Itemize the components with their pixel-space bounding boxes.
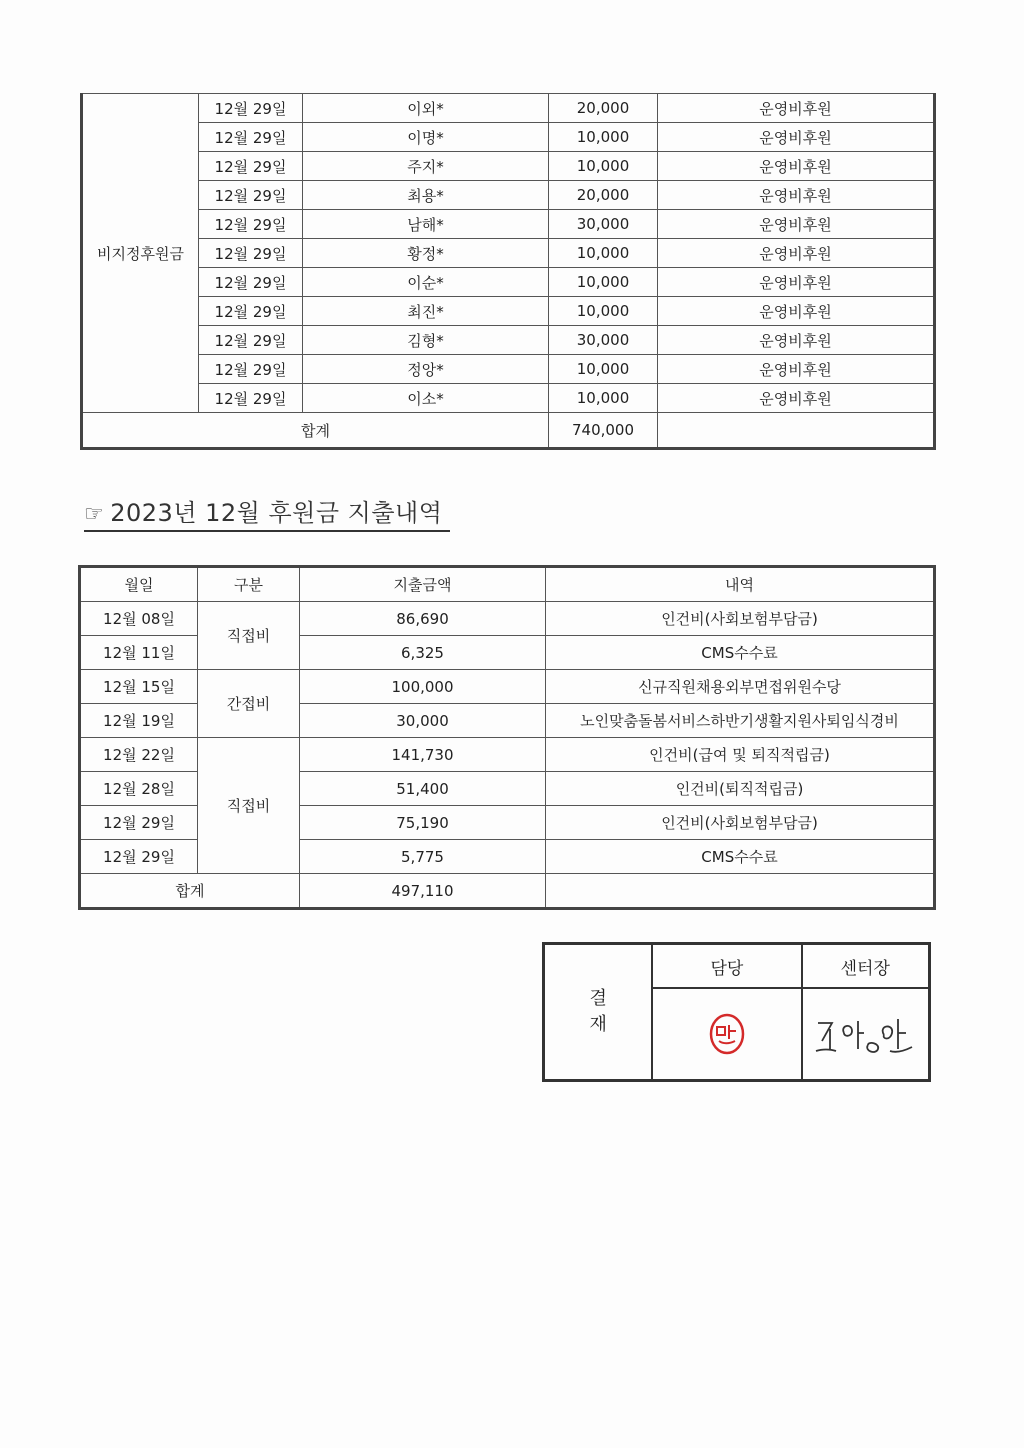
donation-amount: 10,000 [549, 384, 658, 413]
donation-date: 12월 29일 [199, 152, 303, 181]
donor-name: 이순* [303, 268, 549, 297]
expenditure-table [78, 565, 936, 910]
role-staff: 담당 [652, 944, 801, 989]
pointing-hand-icon: ☞ [84, 502, 105, 527]
header-category: 구분 [198, 567, 300, 602]
expenditure-row [80, 670, 935, 704]
donation-purpose: 운영비후원 [658, 239, 935, 268]
donation-row [82, 384, 935, 413]
section-heading-text: 2023년 12월 후원금 지출내역 [110, 499, 443, 527]
donation-row [82, 94, 935, 123]
donor-name: 정앙* [303, 355, 549, 384]
expenditure-amount: 6,325 [300, 636, 546, 670]
expenditure-amount: 86,690 [300, 602, 546, 636]
director-signature-cell [802, 988, 930, 1081]
expenditure-date: 12월 11일 [80, 636, 198, 670]
expenditure-table-body [80, 602, 935, 909]
donor-name: 최용* [303, 181, 549, 210]
expenditure-detail: 인건비(사회보험부담금) [546, 806, 935, 840]
donation-date: 12월 29일 [199, 384, 303, 413]
expenditure-date: 12월 19일 [80, 704, 198, 738]
donation-date: 12월 29일 [199, 181, 303, 210]
donation-amount: 20,000 [549, 94, 658, 123]
donation-purpose: 운영비후원 [658, 297, 935, 326]
header-detail: 내역 [546, 567, 935, 602]
donation-amount: 30,000 [549, 210, 658, 239]
donor-name: 이소* [303, 384, 549, 413]
expenditure-amount: 100,000 [300, 670, 546, 704]
donation-purpose: 운영비후원 [658, 94, 935, 123]
donation-purpose: 운영비후원 [658, 181, 935, 210]
donation-amount: 30,000 [549, 326, 658, 355]
expenditure-total-row [80, 874, 935, 909]
donor-name: 이외* [303, 94, 549, 123]
expenditure-detail: CMS수수료 [546, 636, 935, 670]
expenditure-header-row [80, 567, 935, 602]
donation-amount: 10,000 [549, 152, 658, 181]
expenditure-date: 12월 28일 [80, 772, 198, 806]
staff-stamp-cell [652, 988, 801, 1081]
donation-date: 12월 29일 [199, 210, 303, 239]
expenditure-category: 직접비 [198, 738, 300, 874]
donation-amount: 10,000 [549, 268, 658, 297]
donation-purpose: 운영비후원 [658, 152, 935, 181]
expenditure-total-blank [546, 874, 935, 909]
donation-amount: 10,000 [549, 239, 658, 268]
donation-date: 12월 29일 [199, 239, 303, 268]
donor-name: 최진* [303, 297, 549, 326]
donation-date: 12월 29일 [199, 268, 303, 297]
expenditure-date: 12월 29일 [80, 840, 198, 874]
donation-amount: 10,000 [549, 355, 658, 384]
section-heading [84, 493, 450, 532]
donation-purpose: 운영비후원 [658, 355, 935, 384]
expenditure-total-amount: 497,110 [300, 874, 546, 909]
donation-row [82, 210, 935, 239]
donation-purpose: 운영비후원 [658, 210, 935, 239]
header-date: 월일 [80, 567, 198, 602]
expenditure-amount: 5,775 [300, 840, 546, 874]
header-amount: 지출금액 [300, 567, 546, 602]
donation-row [82, 355, 935, 384]
donation-purpose: 운영비후원 [658, 326, 935, 355]
seal-stamp-icon [707, 1011, 747, 1057]
donation-category: 비지정후원금 [82, 94, 199, 413]
donor-name: 주지* [303, 152, 549, 181]
donation-total-label: 합계 [82, 413, 549, 449]
role-director: 센터장 [802, 944, 930, 989]
donation-date: 12월 29일 [199, 355, 303, 384]
expenditure-category: 직접비 [198, 602, 300, 670]
expenditure-row [80, 602, 935, 636]
donation-purpose: 운영비후원 [658, 268, 935, 297]
approval-label: 결 재 [544, 944, 653, 1081]
donation-total-row [82, 413, 935, 449]
donation-amount: 10,000 [549, 297, 658, 326]
donor-name: 김형* [303, 326, 549, 355]
donation-row [82, 123, 935, 152]
expenditure-date: 12월 15일 [80, 670, 198, 704]
donation-row [82, 152, 935, 181]
donation-total-blank [658, 413, 935, 449]
donation-date: 12월 29일 [199, 326, 303, 355]
donation-date: 12월 29일 [199, 297, 303, 326]
expenditure-category: 간접비 [198, 670, 300, 738]
donation-purpose: 운영비후원 [658, 123, 935, 152]
expenditure-amount: 141,730 [300, 738, 546, 772]
donation-amount: 10,000 [549, 123, 658, 152]
donation-row [82, 297, 935, 326]
expenditure-row [80, 738, 935, 772]
expenditure-detail: 신규직원채용외부면접위원수당 [546, 670, 935, 704]
donation-date: 12월 29일 [199, 94, 303, 123]
donation-row [82, 239, 935, 268]
donation-table [80, 93, 936, 450]
donation-row [82, 268, 935, 297]
donation-row [82, 326, 935, 355]
donor-name: 이명* [303, 123, 549, 152]
expenditure-date: 12월 29일 [80, 806, 198, 840]
donation-row [82, 181, 935, 210]
expenditure-total-label: 합계 [80, 874, 300, 909]
expenditure-detail: 인건비(퇴직적립금) [546, 772, 935, 806]
expenditure-amount: 51,400 [300, 772, 546, 806]
expenditure-detail: CMS수수료 [546, 840, 935, 874]
donation-total-amount: 740,000 [549, 413, 658, 449]
donation-date: 12월 29일 [199, 123, 303, 152]
approval-box [542, 942, 931, 1082]
donation-amount: 20,000 [549, 181, 658, 210]
expenditure-amount: 30,000 [300, 704, 546, 738]
donor-name: 황정* [303, 239, 549, 268]
expenditure-date: 12월 22일 [80, 738, 198, 772]
donation-purpose: 운영비후원 [658, 384, 935, 413]
expenditure-detail: 인건비(급여 및 퇴직적립금) [546, 738, 935, 772]
expenditure-date: 12월 08일 [80, 602, 198, 636]
expenditure-detail: 인건비(사회보험부담금) [546, 602, 935, 636]
donor-name: 남해* [303, 210, 549, 239]
handwritten-signature-icon [810, 1009, 920, 1059]
donation-table-body [82, 94, 935, 449]
expenditure-amount: 75,190 [300, 806, 546, 840]
expenditure-detail: 노인맞춤돌봄서비스하반기생활지원사퇴임식경비 [546, 704, 935, 738]
